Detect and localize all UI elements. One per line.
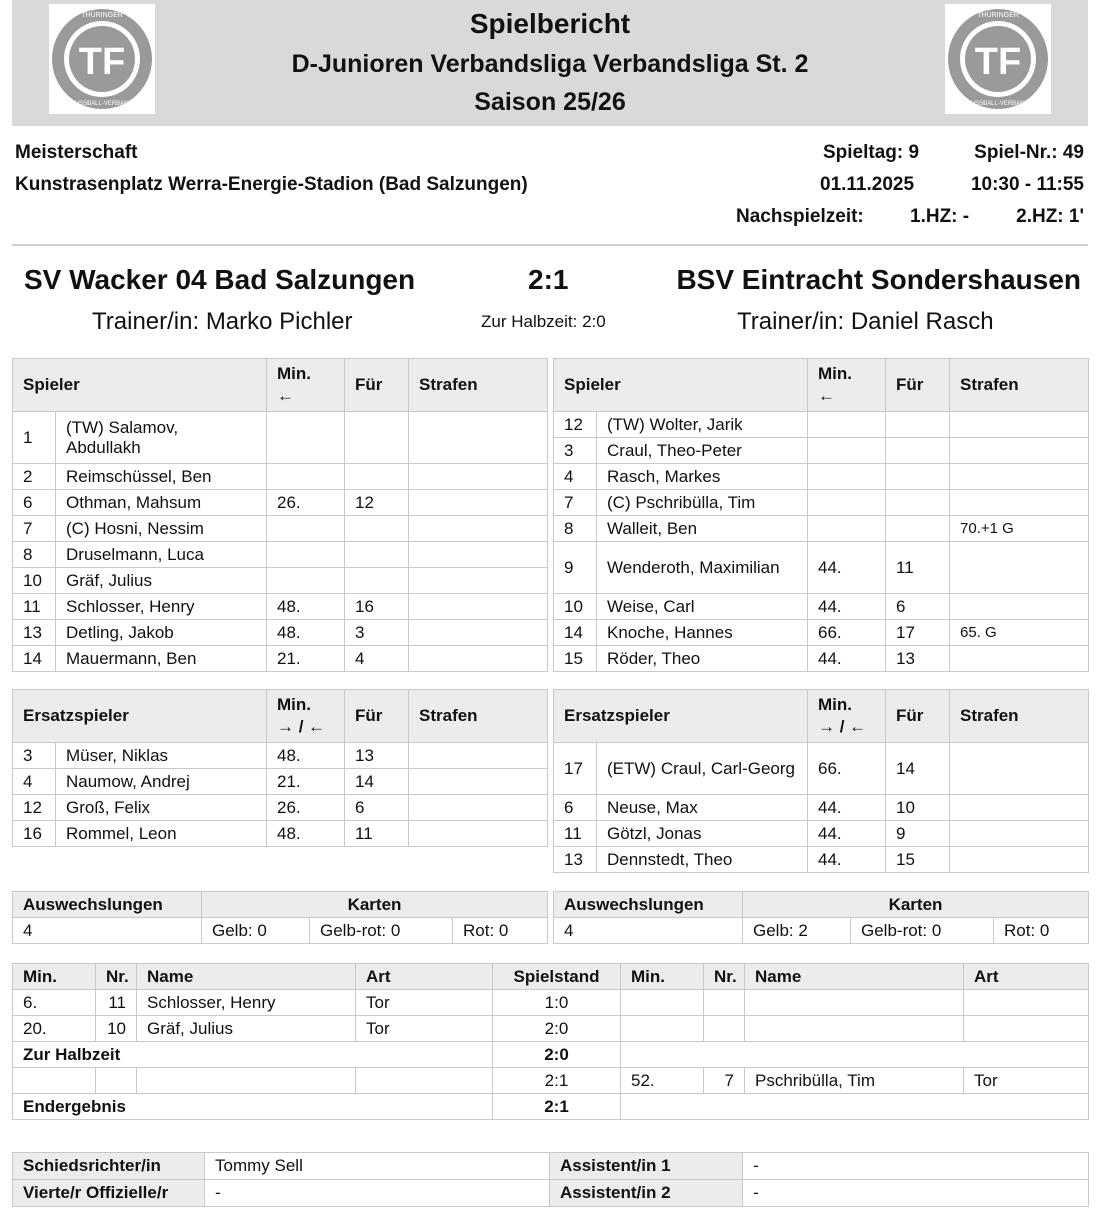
min-arrow: ←	[818, 386, 836, 405]
empty-cell	[356, 1068, 493, 1094]
empty-cell	[745, 1016, 964, 1042]
red-count: Rot: 0	[453, 918, 548, 944]
player-minute	[808, 490, 886, 516]
col-cards: Karten	[202, 892, 548, 918]
home-team: SV Wacker 04 Bad Salzungen	[24, 264, 416, 295]
table-row	[554, 594, 1089, 620]
assistant2-name: -	[743, 1180, 1089, 1207]
player-name: Weise, Carl	[597, 594, 808, 620]
player-for	[886, 464, 950, 490]
player-minute	[808, 516, 886, 542]
player-name: Mauermann, Ben	[56, 646, 267, 672]
col-away-type: Art	[964, 964, 1089, 990]
player-name: Götzl, Jonas	[597, 821, 808, 847]
event-min: 20.	[13, 1016, 96, 1042]
player-name: Neuse, Max	[597, 795, 808, 821]
event-min: 52.	[621, 1068, 704, 1094]
col-min	[267, 359, 345, 412]
player-penalty	[950, 821, 1089, 847]
col-min	[808, 359, 886, 412]
player-penalty	[950, 594, 1089, 620]
player-name: Müser, Niklas	[56, 743, 267, 769]
player-for	[345, 464, 409, 490]
event-name: Schlosser, Henry	[137, 990, 356, 1016]
player-minute	[267, 568, 345, 594]
home-lineup-table	[12, 358, 548, 672]
col-subs: Ersatzspieler	[13, 690, 267, 743]
player-number: 11	[554, 821, 597, 847]
col-away-nr: Nr.	[704, 964, 745, 990]
player-for	[886, 490, 950, 516]
player-number: 16	[13, 821, 56, 847]
logo-letters: TF	[974, 41, 1022, 83]
final-score: 2:1	[528, 264, 569, 295]
table-row	[13, 1068, 1089, 1094]
table-row	[13, 821, 548, 847]
player-for: 13	[345, 743, 409, 769]
col-cards: Karten	[743, 892, 1089, 918]
home-subs-table	[12, 689, 548, 847]
table-header-row	[13, 690, 548, 743]
table-row	[554, 743, 1089, 795]
player-for: 6	[345, 795, 409, 821]
player-minute: 21.	[267, 646, 345, 672]
empty-cell	[137, 1068, 356, 1094]
player-penalty	[409, 568, 548, 594]
yellowred-count: Gelb-rot: 0	[851, 918, 994, 944]
player-penalty	[409, 821, 548, 847]
table-row	[13, 412, 548, 464]
table-row	[13, 1042, 1089, 1068]
col-home-min: Min.	[13, 964, 96, 990]
away-team: BSV Eintracht Sondershausen	[676, 264, 1081, 295]
table-row	[554, 464, 1089, 490]
min-label: Min.	[818, 695, 852, 714]
player-number: 10	[13, 568, 56, 594]
away-subs-table	[553, 689, 1089, 873]
sub-count: 4	[13, 918, 202, 944]
min-arrows: → / ←	[818, 717, 867, 736]
player-for: 12	[345, 490, 409, 516]
halftime-label: Zur Halbzeit	[13, 1042, 493, 1068]
player-for: 3	[345, 620, 409, 646]
away-summary-table	[553, 891, 1089, 944]
player-number: 3	[554, 438, 597, 464]
player-penalty	[409, 795, 548, 821]
col-score: Spielstand	[493, 964, 621, 990]
player-number: 12	[13, 795, 56, 821]
table-header-row	[13, 892, 548, 918]
sub-count: 4	[554, 918, 743, 944]
empty-cell	[621, 1016, 704, 1042]
player-name: Walleit, Ben	[597, 516, 808, 542]
table-row	[13, 464, 548, 490]
min-arrows: → / ←	[277, 717, 326, 736]
player-penalty: 70.+1 G	[950, 516, 1089, 542]
player-name: (C) Pschribülla, Tim	[597, 490, 808, 516]
player-number: 14	[13, 646, 56, 672]
player-number: 7	[13, 516, 56, 542]
fourth-official-name: -	[205, 1180, 550, 1207]
yellowred-count: Gelb-rot: 0	[310, 918, 453, 944]
player-minute: 44.	[808, 646, 886, 672]
player-penalty	[950, 847, 1089, 873]
table-header-row	[13, 359, 548, 412]
player-penalty	[950, 743, 1089, 795]
player-name: Druselmann, Luca	[56, 542, 267, 568]
player-penalty	[950, 795, 1089, 821]
player-number: 9	[554, 542, 597, 594]
player-number: 6	[554, 795, 597, 821]
logo-top-text: THÜRINGER	[977, 12, 1019, 19]
player-name: Detling, Jakob	[56, 620, 267, 646]
player-minute	[267, 412, 345, 464]
player-penalty	[409, 594, 548, 620]
player-for	[345, 516, 409, 542]
referee-name: Tommy Sell	[205, 1153, 550, 1180]
player-for: 4	[345, 646, 409, 672]
table-header-row	[554, 690, 1089, 743]
yellow-count: Gelb: 2	[743, 918, 851, 944]
player-name: Rasch, Markes	[597, 464, 808, 490]
table-row	[554, 412, 1089, 438]
col-home-name: Name	[137, 964, 356, 990]
col-away-min: Min.	[621, 964, 704, 990]
table-row	[554, 542, 1089, 594]
empty-cell	[745, 990, 964, 1016]
player-for	[886, 412, 950, 438]
player-number: 1	[13, 412, 56, 464]
halftime-score: Zur Halbzeit: 2:0	[481, 312, 606, 331]
col-substitutions: Auswechslungen	[554, 892, 743, 918]
player-minute: 21.	[267, 769, 345, 795]
player-penalty	[950, 438, 1089, 464]
player-number: 4	[554, 464, 597, 490]
player-name: Rommel, Leon	[56, 821, 267, 847]
halftime-result: 2:0	[493, 1042, 621, 1068]
player-for	[345, 412, 409, 464]
player-number: 14	[554, 620, 597, 646]
player-name: Schlosser, Henry	[56, 594, 267, 620]
empty-cell	[621, 990, 704, 1016]
player-name: Knoche, Hannes	[597, 620, 808, 646]
player-penalty	[409, 620, 548, 646]
event-type: Tor	[356, 990, 493, 1016]
player-minute: 44.	[808, 542, 886, 594]
logo-top-text: THÜRINGER	[81, 12, 123, 19]
col-subs: Ersatzspieler	[554, 690, 808, 743]
player-minute	[808, 438, 886, 464]
player-penalty	[950, 490, 1089, 516]
report-title: Spielbericht	[469, 8, 631, 39]
table-header-row	[13, 964, 1089, 990]
player-number: 10	[554, 594, 597, 620]
player-for	[345, 542, 409, 568]
player-name: (C) Hosni, Nessim	[56, 516, 267, 542]
player-penalty	[409, 646, 548, 672]
player-minute: 44.	[808, 594, 886, 620]
player-for: 14	[886, 743, 950, 795]
min-label: Min.	[818, 364, 853, 383]
table-row	[13, 646, 548, 672]
red-count: Rot: 0	[994, 918, 1089, 944]
table-row	[13, 1016, 1089, 1042]
assistant1-name: -	[743, 1153, 1089, 1180]
player-penalty: 65. G	[950, 620, 1089, 646]
col-penalties: Strafen	[409, 359, 548, 412]
player-number: 15	[554, 646, 597, 672]
player-name: Groß, Felix	[56, 795, 267, 821]
player-for: 9	[886, 821, 950, 847]
empty-cell	[13, 1068, 96, 1094]
player-name: Röder, Theo	[597, 646, 808, 672]
logo-bottom-text: FUSSBALL-VERBAND	[71, 101, 133, 107]
player-name: Reimschüssel, Ben	[56, 464, 267, 490]
table-row	[13, 516, 548, 542]
player-name: Gräf, Julius	[56, 568, 267, 594]
player-number: 3	[13, 743, 56, 769]
player-penalty	[409, 542, 548, 568]
player-for	[345, 568, 409, 594]
col-penalties: Strafen	[409, 690, 548, 743]
table-row	[13, 1153, 1089, 1180]
empty-cell	[704, 990, 745, 1016]
final-label: Endergebnis	[13, 1094, 493, 1120]
player-penalty	[409, 769, 548, 795]
final-result: 2:1	[493, 1094, 621, 1120]
player-minute: 66.	[808, 620, 886, 646]
table-row	[554, 438, 1089, 464]
player-penalty	[950, 412, 1089, 438]
table-row	[554, 918, 1089, 944]
col-penalties: Strafen	[950, 690, 1089, 743]
table-row	[13, 594, 548, 620]
table-row	[554, 847, 1089, 873]
report-header	[12, 0, 1088, 126]
player-number: 17	[554, 743, 597, 795]
empty-cell	[621, 1094, 1089, 1120]
col-min	[808, 690, 886, 743]
event-nr: 7	[704, 1068, 745, 1094]
table-row	[13, 542, 548, 568]
empty-cell	[704, 1016, 745, 1042]
player-minute	[808, 464, 886, 490]
table-row	[13, 1094, 1089, 1120]
competition: Meisterschaft	[15, 142, 138, 163]
match-time: 10:30 - 11:55	[970, 174, 1084, 195]
player-number: 2	[13, 464, 56, 490]
table-header-row	[554, 892, 1089, 918]
empty-cell	[621, 1042, 1089, 1068]
event-type: Tor	[356, 1016, 493, 1042]
col-player: Spieler	[554, 359, 808, 412]
divider	[12, 244, 1088, 246]
player-minute	[808, 412, 886, 438]
table-row	[13, 490, 548, 516]
player-for: 13	[886, 646, 950, 672]
event-name: Gräf, Julius	[137, 1016, 356, 1042]
stoppage-second-half: 2.HZ: 1'	[1016, 206, 1084, 227]
matchday: Spieltag: 9	[823, 142, 920, 163]
player-penalty	[409, 516, 548, 542]
match-number: Spiel-Nr.: 49	[974, 142, 1084, 163]
player-number: 13	[13, 620, 56, 646]
col-penalties: Strafen	[950, 359, 1089, 412]
home-coach: Trainer/in: Marko Pichler	[92, 308, 353, 335]
table-row	[13, 743, 548, 769]
table-row	[13, 568, 548, 594]
table-row	[13, 795, 548, 821]
table-header-row	[554, 359, 1089, 412]
player-number: 7	[554, 490, 597, 516]
table-row	[13, 620, 548, 646]
player-for: 17	[886, 620, 950, 646]
table-row	[554, 795, 1089, 821]
player-name: Craul, Theo-Peter	[597, 438, 808, 464]
player-penalty	[409, 490, 548, 516]
officials-table	[12, 1152, 1089, 1207]
player-for	[886, 516, 950, 542]
match-date: 01.11.2025	[820, 174, 915, 195]
player-for: 11	[345, 821, 409, 847]
season: Saison 25/26	[474, 88, 626, 116]
player-minute: 26.	[267, 490, 345, 516]
stoppage-first-half: 1.HZ: -	[910, 206, 970, 227]
col-away-name: Name	[745, 964, 964, 990]
venue: Kunstrasenplatz Werra-Energie-Stadion (Bad Salzungen)	[15, 174, 528, 195]
player-minute	[267, 542, 345, 568]
player-minute: 44.	[808, 847, 886, 873]
player-minute: 48.	[267, 594, 345, 620]
fourth-official-label: Vierte/r Offizielle/r	[13, 1180, 205, 1207]
empty-cell	[96, 1068, 137, 1094]
player-number: 8	[554, 516, 597, 542]
empty-cell	[964, 990, 1089, 1016]
table-row	[13, 918, 548, 944]
player-minute: 26.	[267, 795, 345, 821]
league-name: D-Junioren Verbandsliga Verbandsliga St. 2	[291, 50, 809, 78]
player-minute: 48.	[267, 743, 345, 769]
player-penalty	[409, 412, 548, 464]
logo-bottom-text: FUSSBALL-VERBAND	[967, 101, 1029, 107]
home-summary-table	[12, 891, 548, 944]
player-name: Othman, Mahsum	[56, 490, 267, 516]
assistant1-label: Assistent/in 1	[550, 1153, 743, 1180]
player-for: 10	[886, 795, 950, 821]
yellow-count: Gelb: 0	[202, 918, 310, 944]
col-player: Spieler	[13, 359, 267, 412]
col-substitutions: Auswechslungen	[13, 892, 202, 918]
player-number: 8	[13, 542, 56, 568]
player-name: (TW) Salamov, Abdullakh	[56, 412, 267, 464]
events-table	[12, 963, 1089, 1120]
player-minute: 48.	[267, 620, 345, 646]
player-minute: 66.	[808, 743, 886, 795]
col-for: Für	[886, 690, 950, 743]
player-for: 15	[886, 847, 950, 873]
player-penalty	[950, 542, 1089, 594]
table-row	[554, 620, 1089, 646]
assistant2-label: Assistent/in 2	[550, 1180, 743, 1207]
table-row	[554, 490, 1089, 516]
event-score: 2:1	[493, 1068, 621, 1094]
table-row	[13, 1180, 1089, 1207]
player-minute	[267, 516, 345, 542]
event-nr: 11	[96, 990, 137, 1016]
player-penalty	[409, 743, 548, 769]
player-minute: 48.	[267, 821, 345, 847]
col-for: Für	[345, 690, 409, 743]
event-min: 6.	[13, 990, 96, 1016]
event-name: Pschribülla, Tim	[745, 1068, 964, 1094]
table-row	[554, 516, 1089, 542]
col-min	[267, 690, 345, 743]
col-for: Für	[345, 359, 409, 412]
player-number: 12	[554, 412, 597, 438]
referee-label: Schiedsrichter/in	[13, 1153, 205, 1180]
col-home-type: Art	[356, 964, 493, 990]
event-nr: 10	[96, 1016, 137, 1042]
player-for: 14	[345, 769, 409, 795]
player-for: 6	[886, 594, 950, 620]
player-minute	[267, 464, 345, 490]
player-number: 4	[13, 769, 56, 795]
min-label: Min.	[277, 695, 311, 714]
table-row	[13, 990, 1089, 1016]
player-name: Wenderoth, Maximilian	[597, 542, 808, 594]
player-number: 6	[13, 490, 56, 516]
event-type: Tor	[964, 1068, 1089, 1094]
stoppage-label: Nachspielzeit:	[736, 206, 864, 227]
table-row	[554, 821, 1089, 847]
min-arrow: ←	[277, 386, 295, 405]
away-lineup-table	[553, 358, 1089, 672]
min-label: Min.	[277, 364, 312, 383]
table-row	[554, 646, 1089, 672]
player-minute: 44.	[808, 821, 886, 847]
table-row	[13, 769, 548, 795]
player-minute: 44.	[808, 795, 886, 821]
player-name: Naumow, Andrej	[56, 769, 267, 795]
col-home-nr: Nr.	[96, 964, 137, 990]
player-name: Dennstedt, Theo	[597, 847, 808, 873]
player-for: 11	[886, 542, 950, 594]
event-score: 2:0	[493, 1016, 621, 1042]
player-for: 16	[345, 594, 409, 620]
player-penalty	[409, 464, 548, 490]
event-score: 1:0	[493, 990, 621, 1016]
empty-cell	[964, 1016, 1089, 1042]
logo-letters: TF	[78, 41, 126, 83]
player-for	[886, 438, 950, 464]
player-name: (TW) Wolter, Jarik	[597, 412, 808, 438]
away-coach: Trainer/in: Daniel Rasch	[737, 308, 994, 335]
player-penalty	[950, 464, 1089, 490]
col-for: Für	[886, 359, 950, 412]
player-number: 11	[13, 594, 56, 620]
player-penalty	[950, 646, 1089, 672]
player-number: 13	[554, 847, 597, 873]
player-name: (ETW) Craul, Carl-Georg	[597, 743, 808, 795]
